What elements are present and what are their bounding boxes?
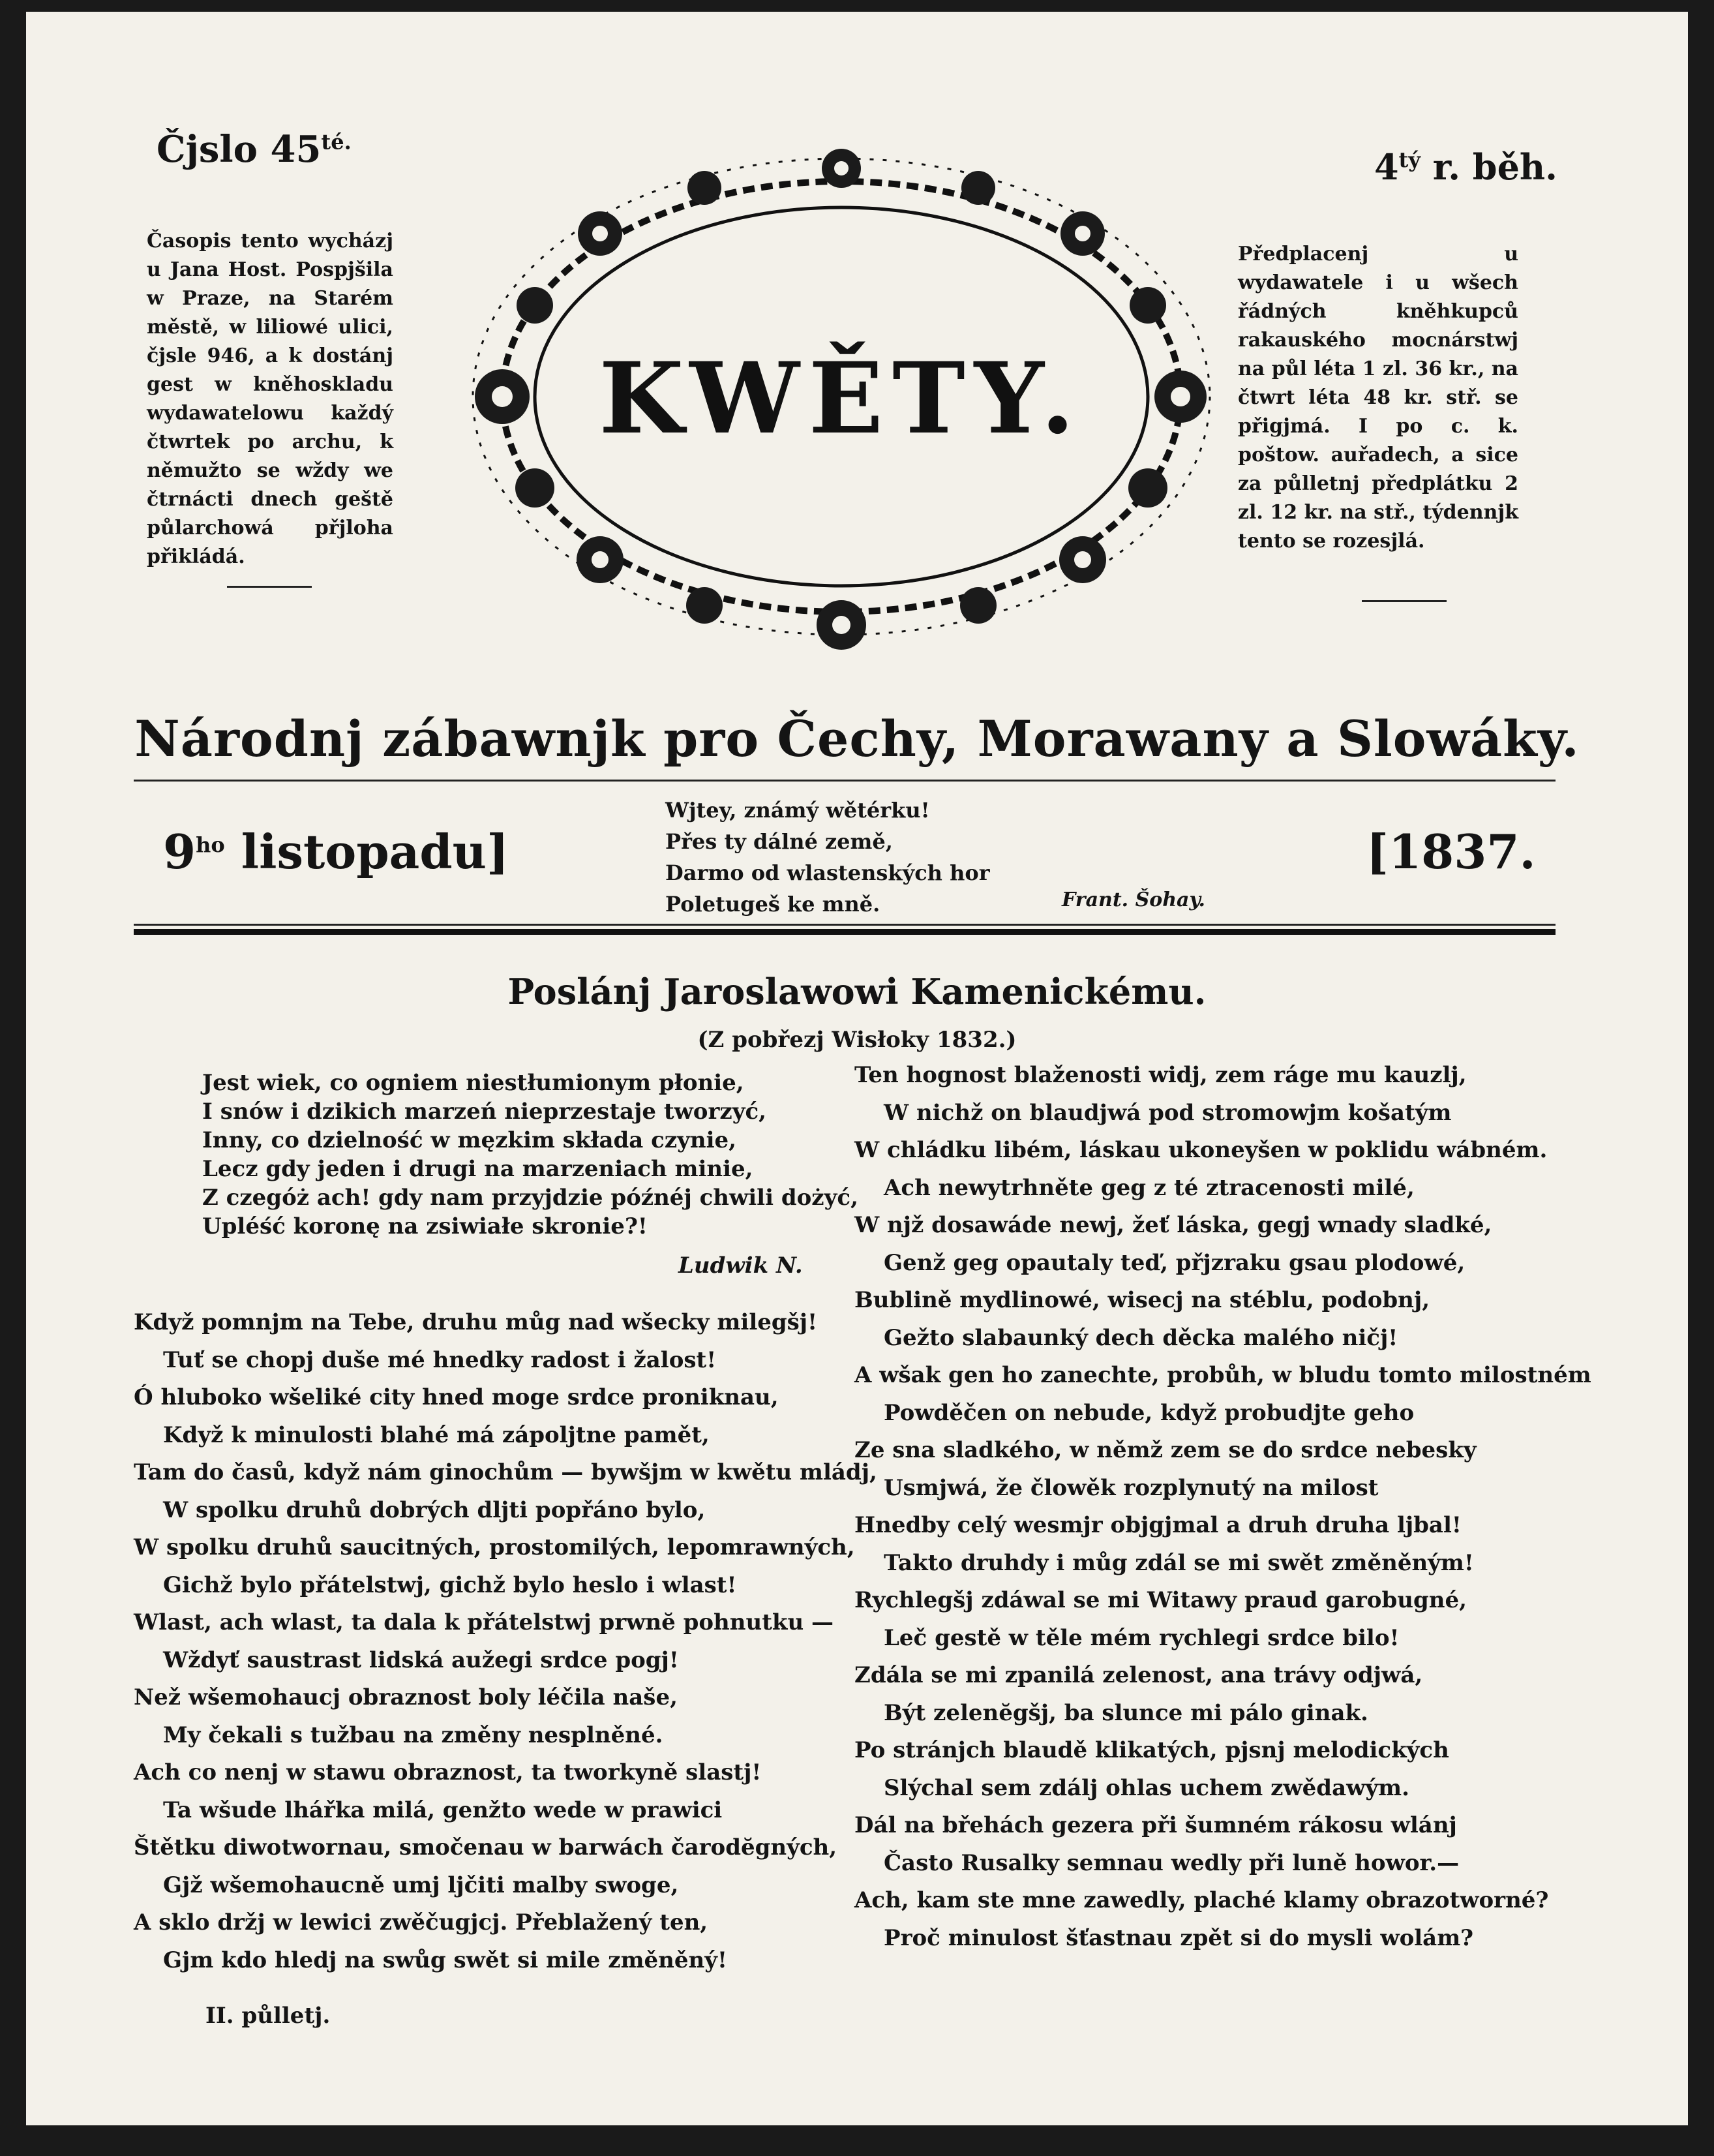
- poem-line: Gežto slabaunký dech děcka malého ničj!: [884, 1324, 1398, 1351]
- divider: [1362, 600, 1447, 602]
- poem-line: Rychlegšj zdáwal se mi Witawy praud garobugné,: [854, 1587, 1467, 1613]
- poem-line: Hnedby celý wesmjr objgjmal a druh druha ljbal!: [854, 1512, 1462, 1538]
- epigraph-line: Inny, co dzielność w męzkim składa czynie,: [202, 1127, 736, 1153]
- epigraph-line: Upléść koronę na zsiwiałe skronie?!: [202, 1213, 648, 1239]
- publication-notice: Časopis tento wycházj u Jana Host. Pospjšila w Praze, na Starém městě, w liliowé ulici, čjsle 946, a k dostánj gest w kněhoskladu wydawatelowu každý čtwrtek po archu, k němužto se wždy we čtrnácti dnech geště půlarchowá přjloha přikládá.: [147, 230, 393, 568]
- poem-line: Než wšemohaucj obraznost boly léčila naše,: [134, 1684, 678, 1710]
- poem-line: Často Rusalky semnau wedly při luně howor.—: [884, 1849, 1460, 1876]
- poem-line: Tuť se chopj duše mé hnedky radost i žalost!: [163, 1346, 717, 1373]
- poem-line: W njž dosawáde newj, žeť láska, gegj wnady sladké,: [854, 1212, 1492, 1238]
- poem-line: Po stránjch blaudě klikatých, pjsnj melodických: [854, 1737, 1449, 1763]
- motto: [665, 795, 990, 920]
- poem-line: Gjm kdo hledj na swůg swět si mile změněný!: [163, 1947, 727, 1973]
- epigraph-line: Z czegóż ach! gdy nam przyjdzie późnéj chwili dożyć,: [202, 1185, 858, 1211]
- newspaper-title: KWĚTY.: [599, 341, 1084, 456]
- poem-line: W spolku druhů saucitných, prostomilých, lepomrawných,: [134, 1534, 855, 1560]
- poem-line: Leč gestě w těle mém rychlegi srdce bilo!: [884, 1624, 1400, 1651]
- poem-line: Takto druhdy i můg zdál se mi swět změněným!: [884, 1549, 1474, 1576]
- poem-line: Ten hognost blaženosti widj, zem ráge mu kauzlj,: [854, 1062, 1467, 1088]
- epigraph-author: Ludwik N.: [678, 1253, 803, 1279]
- poem-line: Když k minulosti blahé má zápoljtne pamět,: [163, 1421, 710, 1448]
- rule: [134, 780, 1556, 782]
- poem-line: My čekali s tužbau na změny nesplněné.: [163, 1722, 663, 1748]
- poem-line: A wšak gen ho zanechte, probůh, w bludu tomto milostném: [854, 1362, 1591, 1388]
- newspaper-page: [26, 12, 1688, 2125]
- poem-line: Powděčen on nebude, když probudjte geho: [884, 1399, 1415, 1426]
- motto-line: Poletugeš ke mně.: [665, 892, 880, 917]
- poem-line: Slýchal sem zdálj ohlas uchem zwědawým.: [884, 1774, 1409, 1801]
- poem-line: Proč minulost šťastnau zpět si do mysli wolám?: [884, 1924, 1474, 1951]
- rule: [134, 929, 1556, 935]
- epigraph-line: Jest wiek, co ogniem niestłumionym płonie,: [202, 1070, 744, 1096]
- poem-line: Gichž bylo přátelstwj, gichž bylo heslo i wlast!: [163, 1571, 737, 1598]
- poem-line: W nichž on blaudjwá pod stromowjm košatým: [884, 1099, 1452, 1126]
- poem-line: Zdála se mi zpanilá zelenost, ana trávy odjwá,: [854, 1662, 1423, 1688]
- epigraph-line: Lecz gdy jeden i drugi na marzeniach minie,: [202, 1156, 753, 1182]
- poem-line: Wlast, ach wlast, ta dala k přátelstwj prwnĕ pohnutku —: [134, 1609, 834, 1635]
- epigraph-line: I snów i dzikich marzeń nieprzestaje tworzyć,: [202, 1099, 766, 1125]
- rule: [134, 924, 1556, 926]
- motto-line: Darmo od wlastenských hor: [665, 860, 990, 885]
- poem-line: Štětku diwotwornau, smočenau w barwách čarodĕgných,: [134, 1834, 837, 1860]
- subtitle: Národnj zábawnjk pro Čechy, Morawany a Slowáky.: [134, 710, 1580, 768]
- motto-line: Wjtey, známý wětérku!: [665, 798, 930, 823]
- poem-line: Ze sna sladkého, w němž zem se do srdce nebesky: [854, 1437, 1477, 1463]
- subscription-notice: Předplacenj u wydawatele i u wšech řádných kněhkupců rakauského mocnárstwj na půl léta 1 zl. 36 kr., na čtwrt léta 48 kr. stř. se přigjmá. I po c. k. poštow. auřadech, a sice za půlletnj předplátku 2 zl. 12 kr. na stř., týdennjk tento se rozesjlá.: [1238, 243, 1518, 553]
- issue-number: Čjslo $45^{té.}$: [157, 128, 352, 171]
- poem-title: Poslánj Jaroslawowi Kamenickému.: [507, 971, 1207, 1012]
- poem-right-column: [854, 1057, 1591, 1957]
- poem-line: Ach, kam ste mne zawedly, plaché klamy obrazotworné?: [854, 1887, 1549, 1913]
- poem-line: A sklo držj w lewici zwěčugjcj. Přeblažený ten,: [134, 1909, 708, 1936]
- poem-line: Wždyť saustrast lidská aužegi srdce pogj!: [163, 1647, 679, 1673]
- poem-line: Tam do časů, když nám ginochům — bywšjm w kwětu mládj,: [134, 1459, 877, 1485]
- issue-date: $9^{ho}$ listopadu]: [163, 824, 509, 879]
- poem-line: Dál na břehách gezera při šumném rákosu wlánj: [854, 1812, 1457, 1838]
- poem-line: Usmjwá, že člowěk rozplynutý na milost: [884, 1474, 1379, 1501]
- poem-line: Gjž wšemohaucně umj ljčiti malby swoge,: [163, 1872, 679, 1898]
- poem-line: Ó hluboko wšeliké city hned moge srdce proniknau,: [134, 1384, 779, 1410]
- motto-line: Přes ty dálné země,: [665, 829, 893, 854]
- epigraph: [202, 1069, 858, 1241]
- poem-line: Ach co nenj w stawu obraznost, ta tworkyně slastj!: [134, 1759, 762, 1785]
- poem-line: Ach newytrhněte geg z té ztracenosti milé,: [884, 1174, 1415, 1201]
- poem-line: W spolku druhů dobrých dljti popřáno bylo,: [163, 1496, 706, 1523]
- poem-line: Genž geg opautaly teď, přjzraku gsau plodowé,: [884, 1249, 1466, 1276]
- poem-line: Když pomnjm na Tebe, druhu můg nad wšecky milegšj!: [134, 1309, 818, 1335]
- divider: [227, 586, 312, 588]
- poem-left-column: [134, 1304, 877, 1979]
- poem-line: W chládku libém, láskau ukoneyšen w poklidu wábném.: [854, 1137, 1548, 1163]
- poem-line: Bublině mydlinowé, wisecj na stéblu, podobnj,: [854, 1287, 1430, 1313]
- flower-wreath-emblem: [430, 129, 1252, 651]
- motto-author: Frant. Šohay.: [1062, 888, 1205, 911]
- poem-origin: (Z pobřezj Wisłoky 1832.): [697, 1027, 1017, 1053]
- volume-year: $4^{tý}$ r. běh.: [1374, 146, 1557, 188]
- poem-line: Ta wšude lhářka milá, genžto wede w prawici: [163, 1797, 723, 1823]
- page-footer: II. půlletj.: [205, 2003, 331, 2029]
- poem-line: Být zelenĕgšj, ba slunce mi pálo ginak.: [884, 1699, 1368, 1726]
- issue-year: [1837.: [1366, 824, 1536, 879]
